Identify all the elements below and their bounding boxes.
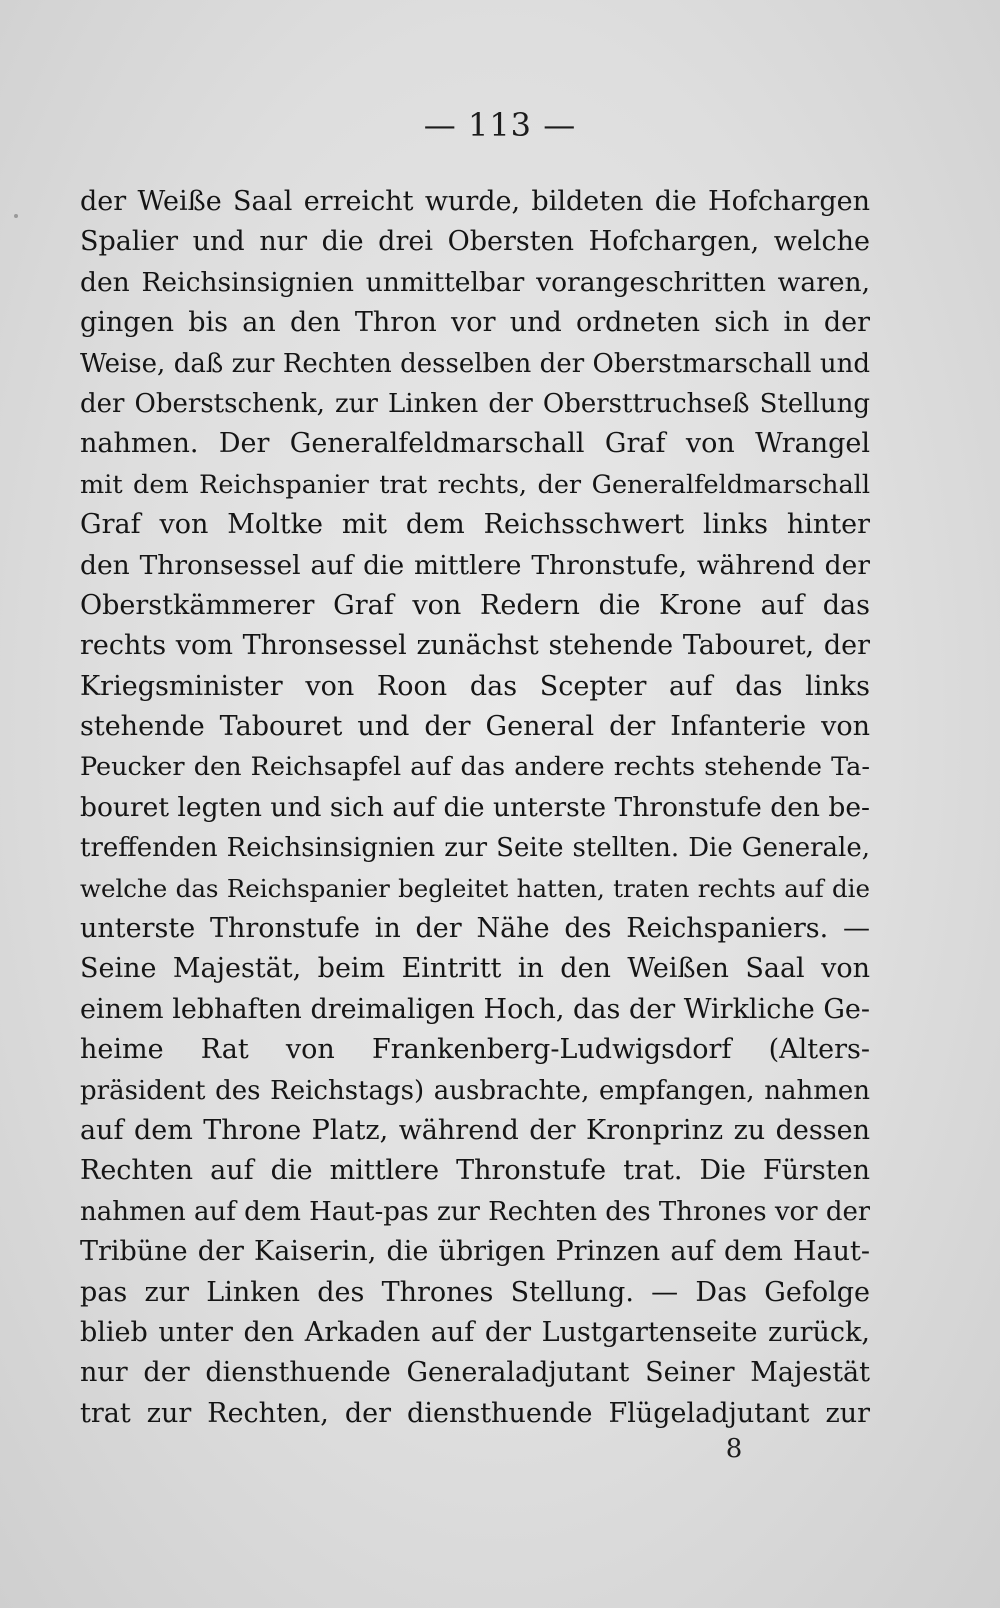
text-line: gingen bis an den Thron vor und ordneten sich in der xyxy=(80,307,870,339)
text-line: nahmen. Der Generalfeldmarschall Graf von Wrangel xyxy=(80,428,870,460)
text-line: nur der diensthuende Generaladjutant Seiner Majestät xyxy=(80,1357,870,1389)
text-line: Graf von Moltke mit dem Reichsschwert links hinter xyxy=(80,509,870,541)
text-line: einem lebhaften dreimaligen Hoch, das der Wirkliche Ge- xyxy=(80,993,870,1025)
text-line: blieb unter den Arkaden auf der Lustgartenseite zurück, xyxy=(80,1316,870,1348)
text-line: präsident des Reichstags) ausbrachte, empfangen, nahmen xyxy=(80,1075,870,1106)
text-line: treffenden Reichsinsignien zur Seite stellten. Die Generale, xyxy=(80,833,870,864)
page-number: — 113 — xyxy=(423,106,577,144)
signature-mark: 8 xyxy=(725,1434,743,1464)
body-text xyxy=(80,182,870,1434)
text-line: rechts vom Thronsessel zunächst stehende Tabouret, der xyxy=(80,630,870,662)
text-line: der Oberstschenk, zur Linken der Obersttruchseß Stellung xyxy=(80,388,870,419)
text-line: Peucker den Reichsapfel auf das andere rechts stehende Ta- xyxy=(80,752,870,783)
text-line: stehende Tabouret und der General der Infanterie von xyxy=(80,711,870,743)
text-line: nahmen auf dem Haut-pas zur Rechten des Thrones vor der xyxy=(80,1196,870,1227)
paper-speck xyxy=(14,214,18,218)
text-line: bouret legten und sich auf die unterste Thronstufe den be- xyxy=(80,791,870,823)
text-line: Kriegsminister von Roon das Scepter auf das links xyxy=(80,670,870,702)
text-line: Seine Majestät, beim Eintritt in den Weißen Saal von xyxy=(80,953,870,985)
text-line: auf dem Throne Platz, während der Kronprinz zu dessen xyxy=(80,1114,870,1146)
text-line: Tribüne der Kaiserin, die übrigen Prinzen auf dem Haut- xyxy=(80,1236,870,1268)
text-line: Weise, daß zur Rechten desselben der Oberstmarschall und xyxy=(80,348,870,379)
text-line: mit dem Reichspanier trat rechts, der Generalfeldmarschall xyxy=(80,469,870,500)
text-line: Oberstkämmerer Graf von Redern die Krone auf das xyxy=(80,589,870,621)
text-line: Rechten auf die mittlere Thronstufe trat. Die Fürsten xyxy=(80,1155,870,1187)
text-line: heime Rat von Frankenberg-Ludwigsdorf (Alters- xyxy=(80,1034,870,1066)
text-line: der Weiße Saal erreicht wurde, bildeten die Hofchargen xyxy=(80,186,870,217)
text-line: pas zur Linken des Thrones Stellung. — Das Gefolge xyxy=(80,1276,870,1308)
text-line: trat zur Rechten, der diensthuende Flügeladjutant zur xyxy=(80,1397,870,1429)
text-line: den Reichsinsignien unmittelbar vorangeschritten waren, xyxy=(80,266,870,298)
text-line: unterste Thronstufe in der Nähe des Reichspaniers. — xyxy=(80,913,870,945)
text-line: Spalier und nur die drei Obersten Hofchargen, welche xyxy=(80,226,870,258)
text-line: welche das Reichspanier begleitet hatten, traten rechts auf die xyxy=(80,873,870,903)
text-line: den Thronsessel auf die mittlere Thronstufe, während der xyxy=(80,549,870,581)
